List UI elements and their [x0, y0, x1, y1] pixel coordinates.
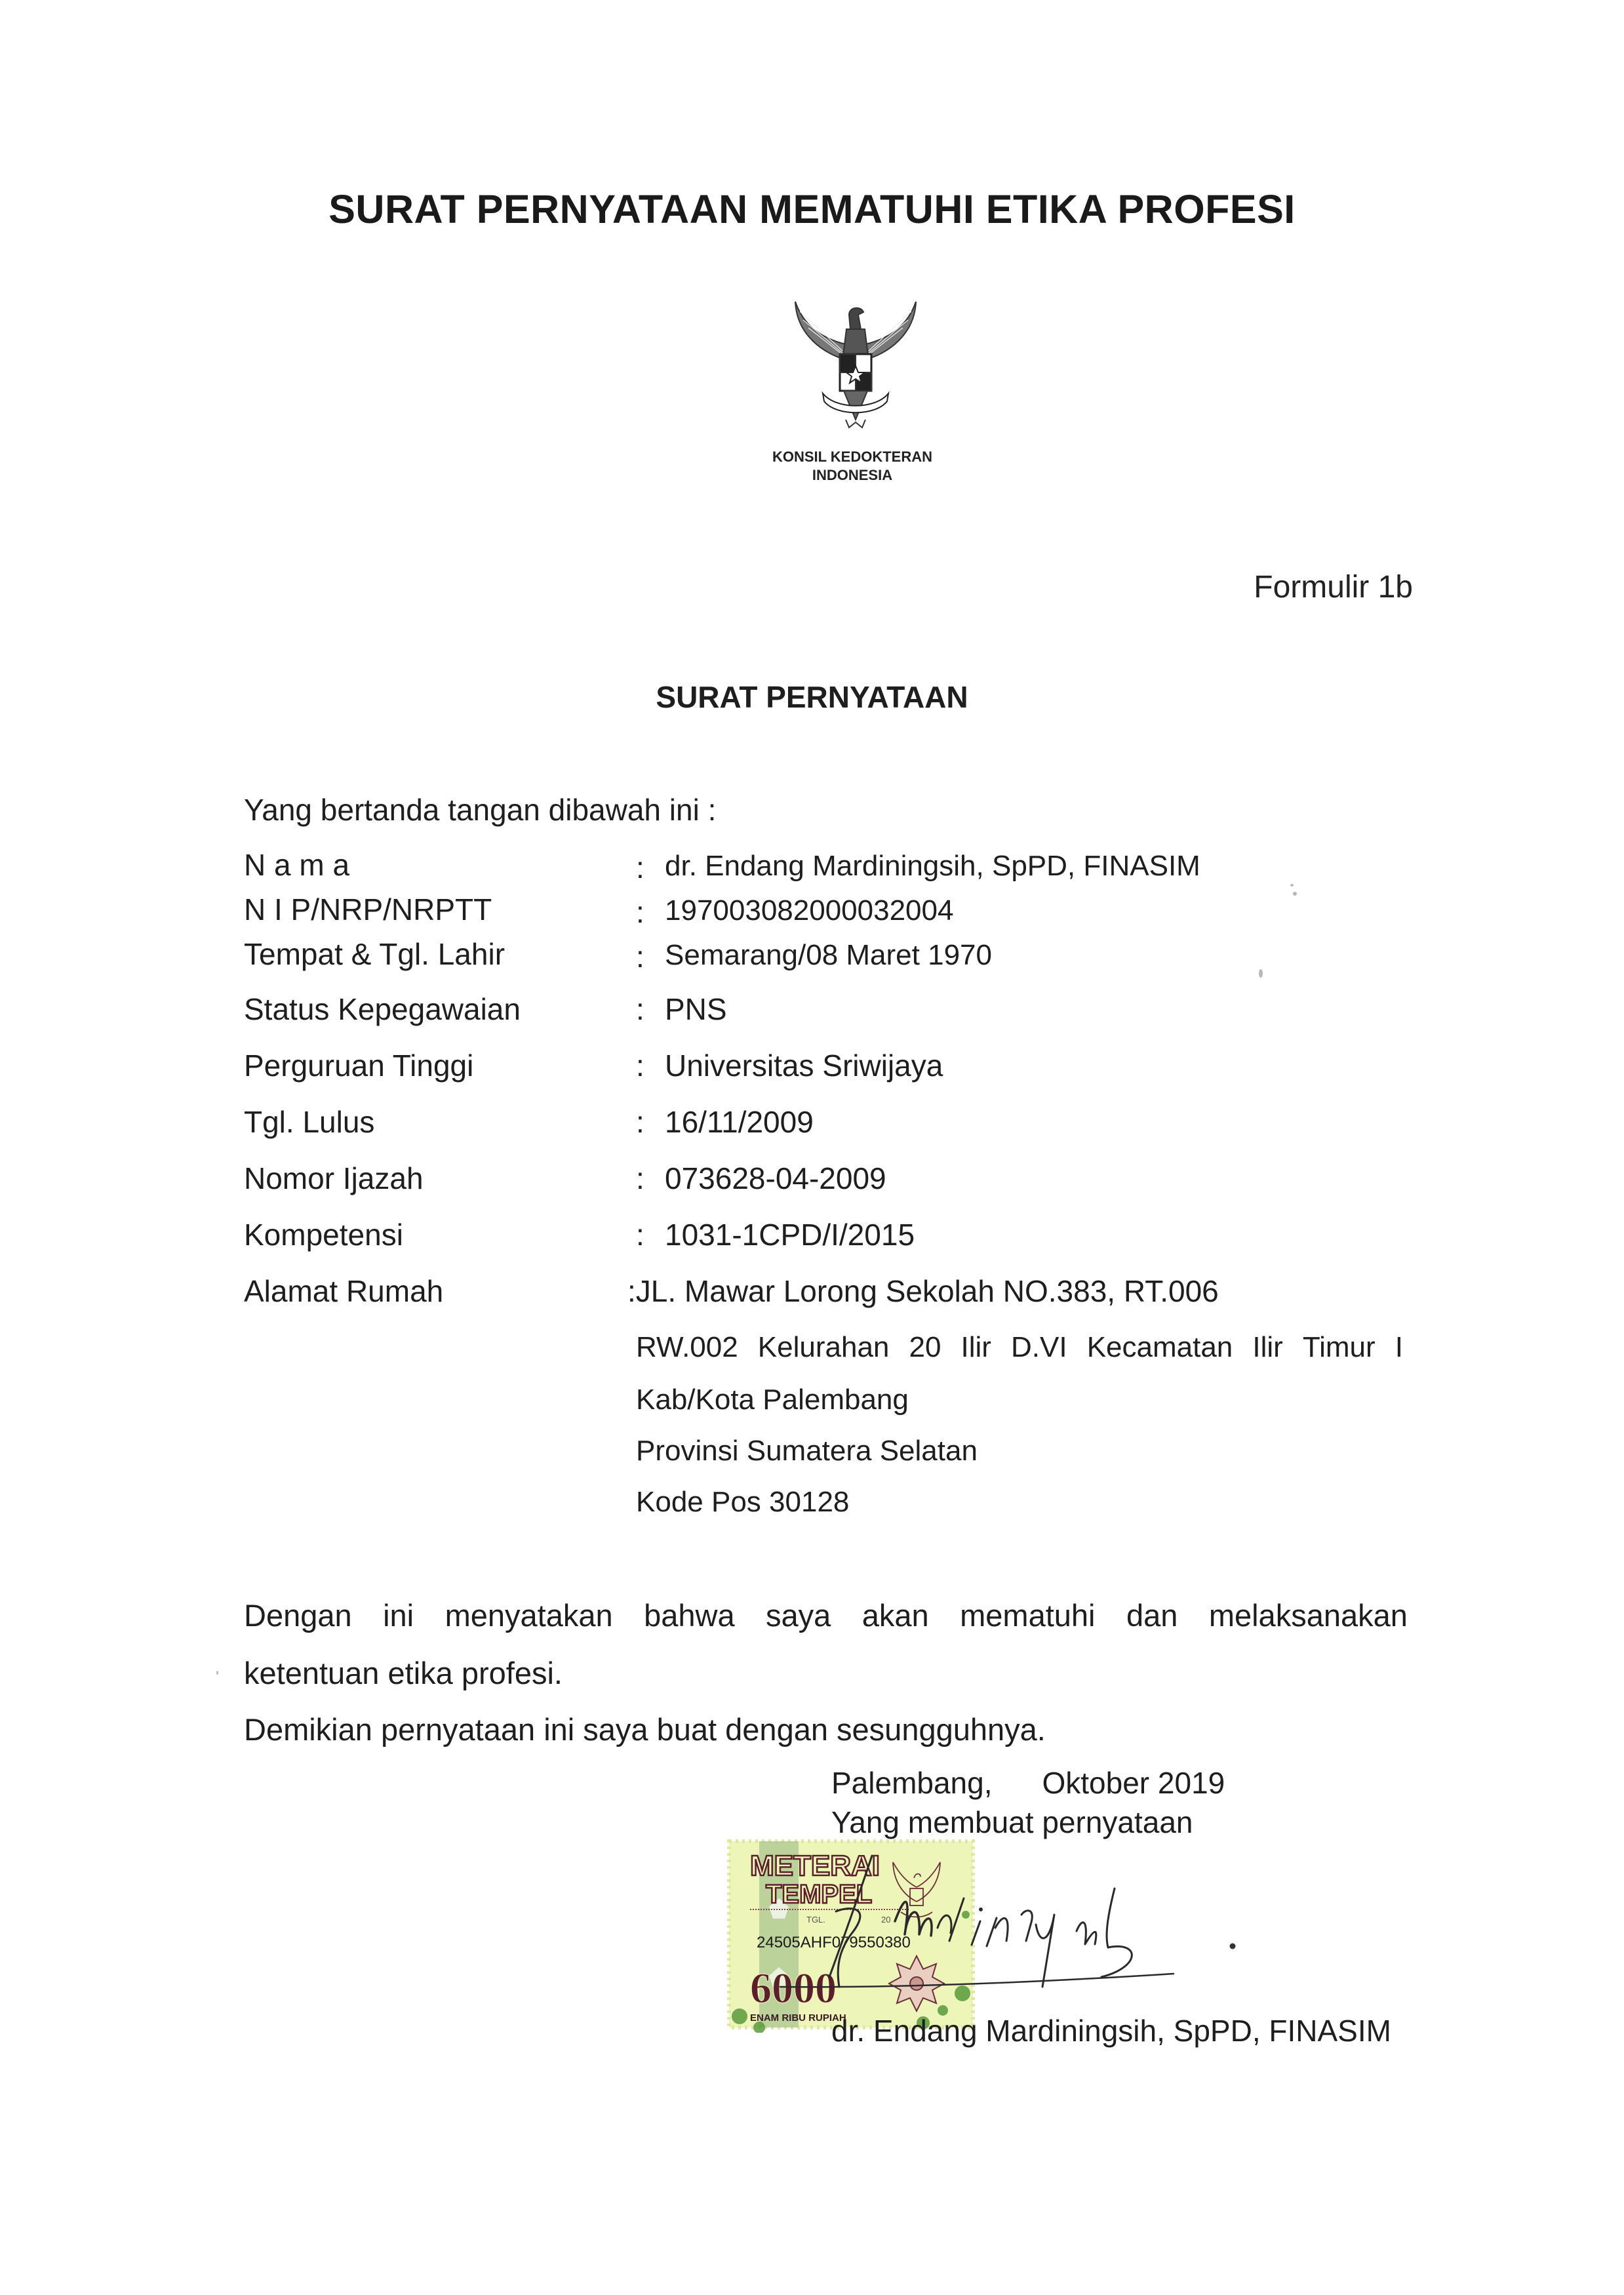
field-value: 16/11/2009: [665, 1105, 814, 1139]
signature-date: Oktober 2019: [1042, 1766, 1225, 1800]
word: ini: [383, 1598, 414, 1633]
field-separator: :: [636, 1048, 644, 1083]
stamp-date-label: TGL.: [806, 1915, 825, 1925]
word: Kecamatan: [1086, 1331, 1233, 1363]
document-sub-title: SURAT PERNYATAAN: [656, 680, 968, 714]
stamp-title-line2: TEMPEL: [766, 1880, 873, 1909]
field-separator: :: [636, 895, 644, 929]
field-label: Kompetensi: [244, 1218, 403, 1252]
field-value: PNS: [665, 992, 727, 1026]
field-value: 1031-1CPD/I/2015: [665, 1218, 915, 1252]
closing-statement: Demikian pernyataan ini saya buat dengan sesungguhnya.: [244, 1712, 1046, 1747]
field-separator: :: [636, 850, 644, 885]
field-label: Perguruan Tinggi: [244, 1048, 474, 1083]
word: D.VI: [1011, 1331, 1067, 1363]
field-label: Status Kepegawaian: [244, 992, 521, 1026]
word: bahwa: [644, 1598, 735, 1633]
field-value: Semarang/08 Maret 1970: [665, 939, 992, 971]
word: Ilir: [1252, 1331, 1283, 1363]
word: Dengan: [244, 1598, 352, 1633]
document-main-title: SURAT PERNYATAAN MEMATUHI ETIKA PROFESI: [328, 187, 1296, 231]
signer-role: Yang membuat pernyataan: [831, 1805, 1193, 1839]
stamp-value-words: ENAM RIBU RUPIAH: [750, 2012, 846, 2024]
word: mematuhi: [960, 1598, 1096, 1633]
address-line-4: Provinsi Sumatera Selatan: [636, 1435, 978, 1467]
address-line-5: Kode Pos 30128: [636, 1486, 850, 1518]
field-label: Tempat & Tgl. Lahir: [244, 937, 505, 971]
field-separator: :: [636, 1161, 644, 1195]
word: melaksanakan: [1208, 1598, 1408, 1633]
garuda-pancasila-emblem-icon: [783, 289, 928, 446]
field-separator: :: [636, 1218, 644, 1252]
emblem-caption-line1: KONSIL KEDOKTERAN: [772, 449, 933, 465]
field-value: Universitas Sriwijaya: [665, 1048, 943, 1083]
word: menyatakan: [445, 1598, 613, 1633]
stamp-title-line1: METERAI: [750, 1850, 880, 1882]
field-label: N a m a: [244, 848, 350, 882]
word: saya: [766, 1598, 831, 1633]
word: akan: [862, 1598, 929, 1633]
address-line-2: [636, 1331, 1403, 1364]
scan-speck: [1293, 892, 1297, 896]
signer-name: dr. Endang Mardiningsih, SpPD, FINASIM: [831, 2014, 1391, 2048]
address-line-1: :JL. Mawar Lorong Sekolah NO.383, RT.006: [627, 1274, 1219, 1308]
stamp-value: 6000: [750, 1965, 837, 2012]
word: 20: [909, 1331, 941, 1363]
field-label: Nomor Ijazah: [244, 1161, 424, 1195]
address-line-3: Kab/Kota Palembang: [636, 1384, 909, 1416]
form-number: Formulir 1b: [1254, 570, 1413, 605]
statement-line-2: ketentuan etika profesi.: [244, 1656, 563, 1690]
field-value: 197003082000032004: [665, 894, 954, 927]
emblem-caption-line2: INDONESIA: [812, 467, 893, 483]
intro-text: Yang bertanda tangan dibawah ini :: [244, 793, 717, 827]
stamp-year-prefix: 20: [881, 1915, 891, 1925]
signature-place: Palembang,: [831, 1766, 993, 1800]
word: I: [1395, 1331, 1403, 1363]
word: Timur: [1302, 1331, 1376, 1363]
field-separator: :: [636, 992, 644, 1026]
field-value: dr. Endang Mardiningsih, SpPD, FINASIM: [665, 850, 1200, 882]
scan-speck: [1259, 969, 1263, 978]
field-separator: :: [636, 940, 644, 974]
stamp-serial: 24505AHF079550380: [757, 1934, 911, 1951]
scan-speck: [216, 1671, 218, 1675]
word: Ilir: [961, 1331, 991, 1363]
word: RW.002: [636, 1331, 738, 1363]
field-label: N I P/NRP/NRPTT: [244, 892, 492, 927]
word: dan: [1126, 1598, 1178, 1633]
place-date-line: [831, 1765, 1225, 1801]
field-label: Alamat Rumah: [244, 1274, 444, 1308]
statement-line-1: [244, 1597, 1408, 1633]
scan-speck: [1290, 884, 1294, 887]
word: Kelurahan: [757, 1331, 890, 1363]
handwritten-signature: [774, 1836, 1298, 2033]
field-label: Tgl. Lulus: [244, 1105, 375, 1139]
field-value: 073628-04-2009: [665, 1161, 886, 1195]
field-separator: :: [636, 1105, 644, 1139]
